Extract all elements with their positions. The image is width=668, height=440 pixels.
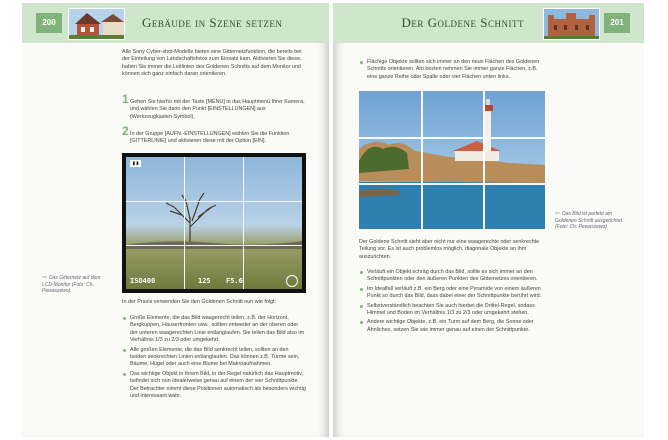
- intro-paragraph: Alle Sony Cyber-shot-Modelle bieten eine Gitternetzfunktion, die bereits bei der Einteilung von Landschaftsfotos zum Einsatz kam. Aktivieren Sie diese, haben Sie immer die Leitlinien des Goldenen Schnitts auf dem Monitor und können sich ganz einfach daran orientieren.: [122, 49, 302, 78]
- step-number: 2: [122, 124, 129, 138]
- diagonal-rules-list: [359, 269, 549, 336]
- grid-line-horizontal: [126, 245, 302, 246]
- diagonal-paragraph: Der Goldene Schnitt sieht aber nicht nur eine waagerechte oder senkrechte Teilung vor. Es ist auch problemlos möglich, diagonale Objekte an ihm auszurichten.: [359, 239, 540, 260]
- lcd-screen: [126, 157, 302, 289]
- list-item: Flächige Objekte sollten sich immer an den neun Flächen des Goldenen Schnitts orientieren. Am besten nehmen Sie immer ganze Flächen, z.B. eine ganze Reihe oder Spalte oder vier Flächen unten links.: [359, 59, 549, 81]
- caption-arrow-icon: ⇦: [555, 211, 561, 217]
- header-thumbnail: [543, 8, 600, 40]
- grid-line-horizontal: [126, 201, 302, 202]
- step-text: In der Gruppe [AUFN.-EINSTELLUNGEN] wählen Sie die Funktion [GITTERLINIE] und aktivieren diese mit der Option [EIN].: [130, 131, 290, 145]
- rules-list: [122, 315, 306, 402]
- battery-icon: ▮▮: [132, 160, 140, 167]
- photo-caption: [555, 211, 625, 231]
- grid-line-horizontal: [359, 137, 545, 139]
- shutter-readout: 125: [198, 277, 211, 285]
- camera-lcd-image: [122, 153, 306, 293]
- caption-arrow-icon: ⇨: [42, 275, 48, 281]
- grid-line-vertical: [243, 157, 244, 289]
- page-title: Der Goldene Schnitt: [401, 15, 524, 30]
- grid-line-vertical: [184, 157, 185, 289]
- list-item: Verläuft ein Objekt schräg durch das Bild, sollte es sich immer an den Schnittpunkten oder den äußeren Punkten des Gitternetzes orientieren.: [359, 269, 549, 284]
- step-number: 1: [122, 92, 129, 106]
- list-item: Andere wichtige Objekte, z.B. ein Turm auf dem Berg, die Sonne oder Ähnliches, setzen Sie wie immer genau auf einen der Schnittpunkte.: [359, 319, 549, 334]
- top-bullet-list: [359, 59, 549, 83]
- page-number: 201: [604, 13, 630, 33]
- lcd-caption: [42, 275, 112, 295]
- page-number: 200: [36, 13, 62, 33]
- step-1: [122, 92, 306, 120]
- caption-text: Das Bild ist perfekt am Goldenen Schnitt ausgerichtet. (Foto: Ch. Pewaszewo): [555, 211, 624, 230]
- right-page: [333, 3, 644, 437]
- iso-readout: ISO400: [130, 277, 156, 285]
- list-item: Im Idealfall verläuft z.B. ein Berg oder eine Pyramide von einem äußeren Punkt so durch das Bild, dass dabei einer der Schnittpunkte berührt wird.: [359, 286, 549, 301]
- left-page: [22, 3, 329, 437]
- record-icon: [286, 275, 298, 287]
- list-item: Alle großen Elemente, die das Bild senkrecht teilen, sollten an den beiden senkrechten Linien entlanglaufen. Das können z.B. Türme sein, Bäume, Hügel oder auch eine Blume bei Makroaufnahmen.: [122, 347, 306, 369]
- step-text: Gehen Sie hierfür mit der Taste [MENU] in das Hauptmenü Ihrer Kamera, und wählen Sie darin den Punkt [EINSTELLUNGEN] aus (Werkzeugkasten-Symbol).: [130, 99, 305, 120]
- right-page-header: [333, 3, 644, 43]
- caption-text: Das Gitternetz auf dem LCD-Monitor (Foto: Ch. Pewaszewo): [42, 275, 101, 294]
- grid-line-horizontal: [359, 183, 545, 185]
- aperture-readout: F5.6: [226, 277, 243, 285]
- header-thumbnail: [68, 8, 125, 40]
- grid-line-vertical: [421, 91, 423, 229]
- list-item: Das wichtige Objekt in Ihrem Bild, in der Regel natürlich das Hauptmotiv, befindet sich nun idealerweise genau auf einem der vier Schnittpunkte. Der Betrachter nimmt diese Positionen automatisch als besonders wichtig und interessant wahr.: [122, 371, 306, 401]
- list-item: Große Elemente, die das Bild waagerecht teilen, z.B. der Horizont, Bergkuppen, Häuserfronten usw., sollten entweder an der oberen oder der unteren waagerechten Linie entlanglaufen. Sie teilen das Bild also im Verhältnis 1/3 zu 2/3 oder umgekehrt.: [122, 315, 306, 345]
- grid-line-vertical: [483, 91, 485, 229]
- lighthouse-photo: [359, 91, 545, 229]
- list-item: Selbstverständlich beachten Sie auch hierbei die Drittel-Regel, sodass Himmel und Boden im Verhältnis 1/3 zu 2/3 oder umgekehrt stehen.: [359, 303, 549, 318]
- step-2: [122, 124, 306, 147]
- page-title: Gebäude in Szene setzen: [142, 15, 283, 30]
- left-page-header: [22, 3, 329, 43]
- practice-intro: In der Praxis verwenden Sie den Goldenen Schnitt nun wie folgt:: [122, 299, 277, 305]
